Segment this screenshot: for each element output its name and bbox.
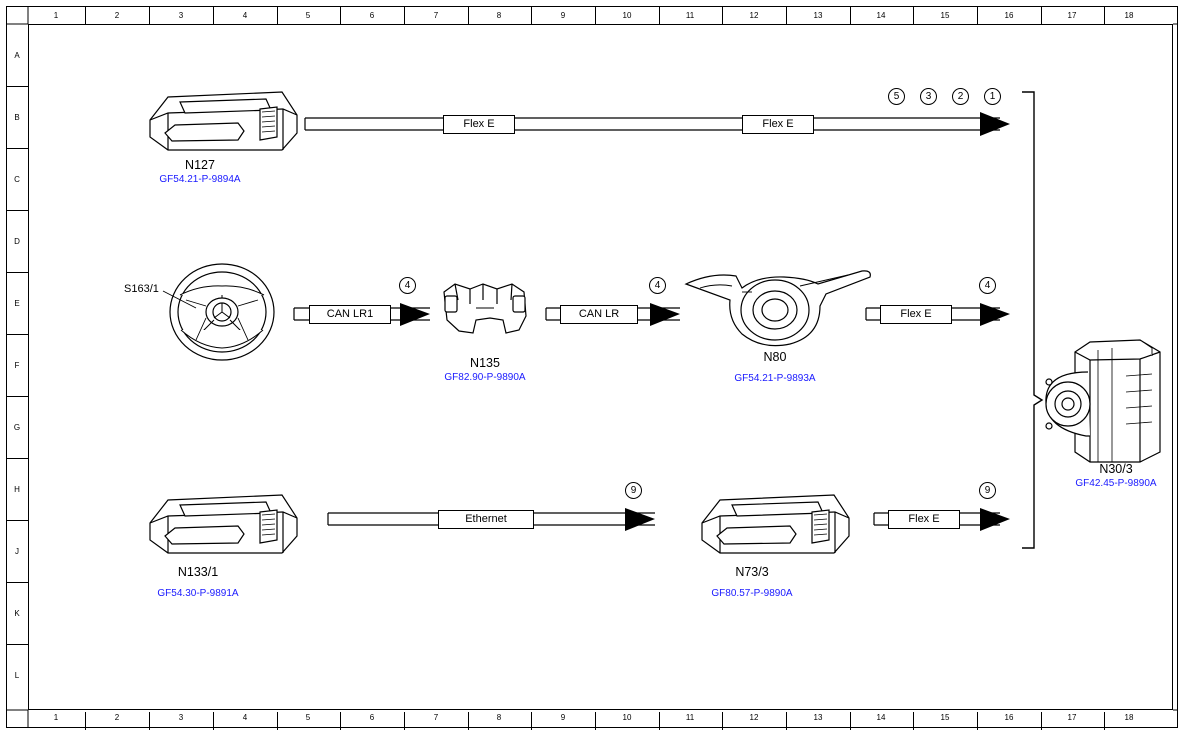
arrow-head-ethernet: [625, 508, 655, 531]
control-unit-icon-n73: [702, 495, 849, 553]
marker-3: 3: [920, 88, 937, 105]
col-label-bottom-4: 4: [242, 713, 248, 722]
marker-2: 2: [952, 88, 969, 105]
link-label-can-lr1: CAN LR1: [309, 305, 391, 324]
clock-spring-icon-n135: [444, 284, 526, 333]
steering-column-module-icon-n80: [686, 271, 870, 346]
col-label-16: 16: [1004, 11, 1014, 20]
collector-bracket: [1022, 92, 1042, 548]
col-label-bottom-6: 6: [369, 713, 375, 722]
arrow-head-canlr: [650, 303, 680, 326]
col-label-bottom-17: 17: [1067, 713, 1077, 722]
col-label-bottom-12: 12: [749, 713, 759, 722]
link-label-flexe-top-1: Flex E: [443, 115, 515, 134]
col-label-bottom-10: 10: [622, 713, 632, 722]
col-label-14: 14: [876, 11, 886, 20]
col-label-7: 7: [433, 11, 439, 20]
col-label-15: 15: [940, 11, 950, 20]
row-label-G: G: [13, 423, 21, 432]
col-label-bottom-8: 8: [496, 713, 502, 722]
col-label-bottom-18: 18: [1124, 713, 1134, 722]
link-flexe-top-line: [305, 118, 1000, 130]
control-unit-icon-n127: [150, 92, 297, 150]
col-label-bottom-15: 15: [940, 713, 950, 722]
col-label-3: 3: [178, 11, 184, 20]
arrow-head-flexe-bottom: [980, 508, 1010, 531]
label-n133-1: N133/1: [177, 565, 219, 579]
arrow-head-top: [980, 112, 1010, 136]
row-label-J: J: [15, 547, 19, 556]
col-label-bottom-13: 13: [813, 713, 823, 722]
link-label-ethernet: Ethernet: [438, 510, 534, 529]
label-n127: N127: [185, 158, 215, 172]
row-label-A: A: [14, 51, 20, 60]
marker-9-flexe-bottom: 9: [979, 482, 996, 499]
doc-n80: GF54.21-P-9893A: [734, 373, 816, 384]
doc-n127: GF54.21-P-9894A: [159, 174, 241, 185]
doc-n73-3: GF80.57-P-9890A: [711, 588, 793, 599]
marker-4-flexe-mid: 4: [979, 277, 996, 294]
col-label-4: 4: [242, 11, 248, 20]
link-label-can-lr: CAN LR: [560, 305, 638, 324]
steering-wheel-icon-s163: [163, 264, 274, 360]
col-label-8: 8: [496, 11, 502, 20]
col-label-12: 12: [749, 11, 759, 20]
marker-4-canlr1: 4: [399, 277, 416, 294]
label-n80: N80: [763, 350, 787, 364]
row-label-B: B: [14, 113, 20, 122]
row-label-L: L: [14, 671, 20, 680]
col-label-bottom-16: 16: [1004, 713, 1014, 722]
col-label-18: 18: [1124, 11, 1134, 20]
label-s163-1: S163/1: [124, 283, 159, 295]
col-label-bottom-11: 11: [685, 713, 695, 722]
esp-hydraulic-unit-icon-n30: [1046, 340, 1160, 462]
doc-n135: GF82.90-P-9890A: [444, 372, 526, 383]
row-label-D: D: [14, 237, 20, 246]
col-label-bottom-9: 9: [560, 713, 566, 722]
marker-4-canlr: 4: [649, 277, 666, 294]
col-label-9: 9: [560, 11, 566, 20]
col-label-2: 2: [114, 11, 120, 20]
label-n30-3: N30/3: [1099, 462, 1133, 476]
marker-9-ethernet: 9: [625, 482, 642, 499]
row-label-E: E: [14, 299, 20, 308]
doc-n30-3: GF42.45-P-9890A: [1075, 478, 1157, 489]
marker-1: 1: [984, 88, 1001, 105]
label-n73-3: N73/3: [735, 565, 769, 579]
col-label-13: 13: [813, 11, 823, 20]
col-label-11: 11: [685, 11, 695, 20]
label-n135: N135: [470, 356, 500, 370]
control-unit-icon-n133: [150, 495, 297, 553]
row-label-F: F: [14, 361, 20, 370]
link-label-flexe-bottom: Flex E: [888, 510, 960, 529]
link-label-flexe-mid: Flex E: [880, 305, 952, 324]
col-label-bottom-2: 2: [114, 713, 120, 722]
col-label-bottom-3: 3: [178, 713, 184, 722]
row-label-H: H: [14, 485, 20, 494]
link-label-flexe-top-2: Flex E: [742, 115, 814, 134]
col-label-6: 6: [369, 11, 375, 20]
col-label-bottom-7: 7: [433, 713, 439, 722]
row-label-K: K: [14, 609, 20, 618]
row-label-C: C: [14, 175, 20, 184]
arrow-head-canlr1: [400, 303, 430, 326]
marker-5: 5: [888, 88, 905, 105]
col-label-10: 10: [622, 11, 632, 20]
col-label-bottom-1: 1: [53, 713, 59, 722]
arrow-head-flexe-mid: [980, 303, 1010, 326]
col-label-1: 1: [53, 11, 59, 20]
doc-n133-1: GF54.30-P-9891A: [157, 588, 239, 599]
col-label-17: 17: [1067, 11, 1077, 20]
col-label-bottom-14: 14: [876, 713, 886, 722]
col-label-bottom-5: 5: [305, 713, 311, 722]
col-label-5: 5: [305, 11, 311, 20]
